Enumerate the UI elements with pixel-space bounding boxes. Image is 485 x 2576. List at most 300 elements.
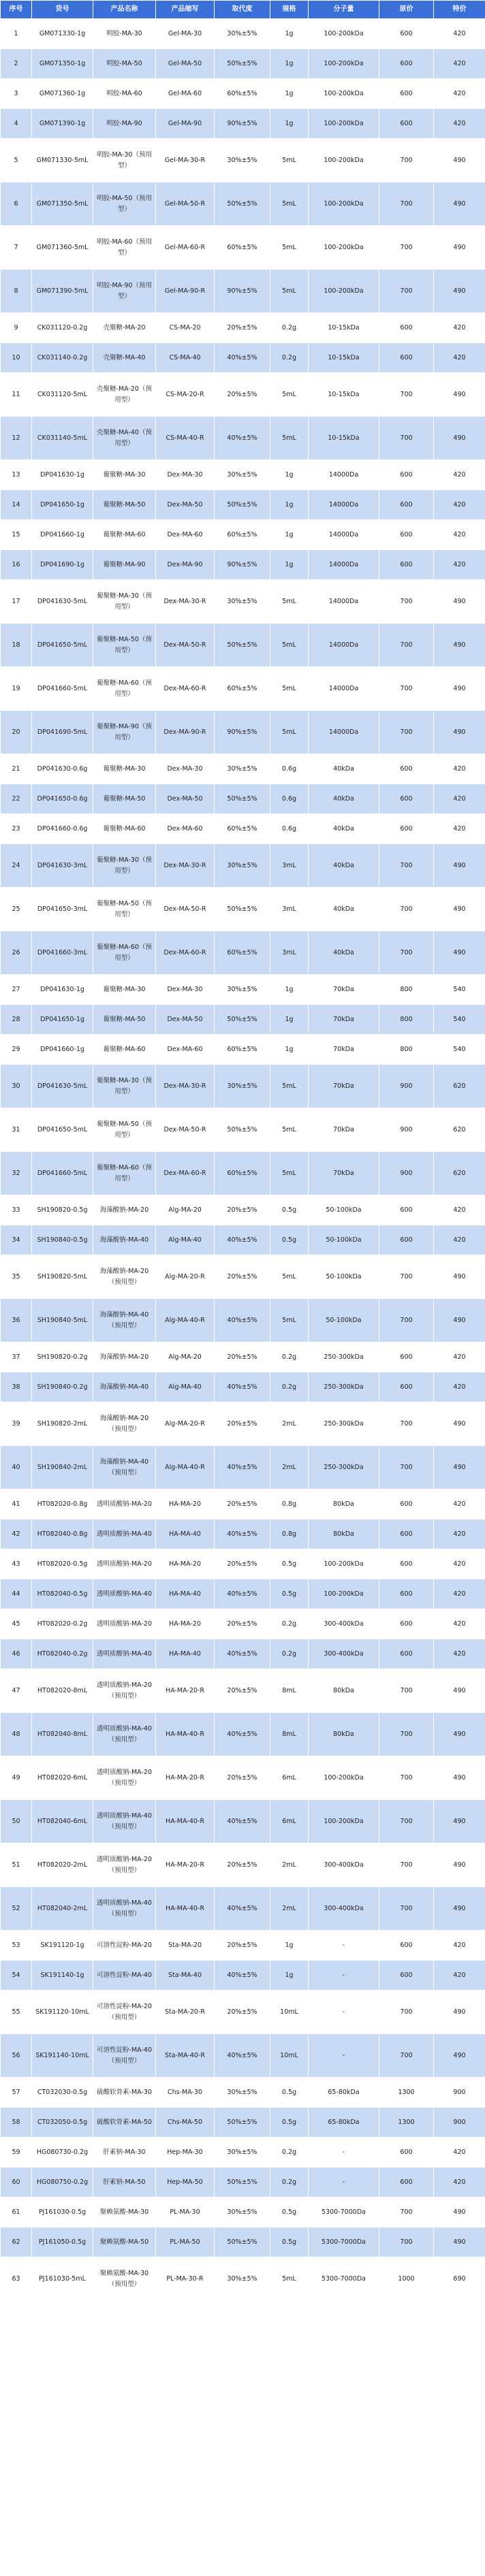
table-row — [1, 49, 485, 79]
cell-abbreviation: Dex-MA-60 — [156, 520, 215, 550]
cell-special-price: 620 — [434, 1065, 485, 1108]
cell-special-price: 420 — [434, 19, 485, 49]
cell-product-name: 葡聚糖-MA-60（预用型） — [93, 667, 156, 711]
cell-special-price: 420 — [434, 2138, 485, 2168]
table-row — [1, 975, 485, 1005]
cell-substitution: 60%±5% — [215, 1035, 270, 1065]
cell-spec: 1g — [270, 19, 309, 49]
cell-abbreviation: Sta-MA-20-R — [156, 1991, 215, 2034]
cell-product-name: 透明质酸钠-MA-20 — [93, 1609, 156, 1639]
cell-product-name: 透明质酸钠-MA-40 — [93, 1639, 156, 1669]
cell-index: 56 — [1, 2034, 32, 2078]
cell-product-name: 壳聚糖-MA-20（预用型） — [93, 373, 156, 417]
cell-substitution: 30%±5% — [215, 2197, 270, 2227]
cell-index: 59 — [1, 2138, 32, 2168]
table-row — [1, 2227, 485, 2257]
cell-substitution: 60%±5% — [215, 79, 270, 109]
cell-index: 34 — [1, 1225, 32, 1255]
cell-special-price: 420 — [434, 460, 485, 490]
cell-special-price: 540 — [434, 975, 485, 1005]
cell-product-name: 透明质酸钠-MA-40（预用型） — [93, 1800, 156, 1844]
cell-molecular-weight: 50-100kDa — [309, 1299, 379, 1342]
cell-molecular-weight: 40kDa — [309, 814, 379, 844]
cell-spec: 0.2g — [270, 1372, 309, 1402]
table-row — [1, 1931, 485, 1961]
table-row — [1, 1800, 485, 1844]
cell-product-name: 透明质酸钠-MA-20 — [93, 1490, 156, 1519]
cell-index: 8 — [1, 270, 32, 313]
cell-product-name: 海藻酸钠-MA-20（预用型） — [93, 1402, 156, 1446]
cell-product-name: 透明质酸钠-MA-40（预用型） — [93, 1713, 156, 1756]
cell-molecular-weight: 40kDa — [309, 784, 379, 814]
cell-special-price: 490 — [434, 1887, 485, 1931]
cell-sku: DP041650-5mL — [32, 624, 93, 667]
cell-special-price: 490 — [434, 2197, 485, 2227]
cell-molecular-weight: 100-200kDa — [309, 1756, 379, 1800]
table-row — [1, 226, 485, 270]
cell-substitution: 20%±5% — [215, 373, 270, 417]
cell-sku: SH190820-5mL — [32, 1255, 93, 1299]
cell-spec: 0.6g — [270, 784, 309, 814]
table-row — [1, 550, 485, 580]
cell-spec: 0.2g — [270, 1639, 309, 1669]
table-row — [1, 1519, 485, 1549]
cell-original-price: 600 — [379, 1342, 434, 1372]
cell-abbreviation: Dex-MA-30 — [156, 975, 215, 1005]
cell-product-name: 海藻酸钠-MA-20 — [93, 1195, 156, 1225]
cell-abbreviation: Gel-MA-90-R — [156, 270, 215, 313]
cell-abbreviation: Alg-MA-20 — [156, 1342, 215, 1372]
header-substitution: 取代度 — [215, 1, 270, 19]
cell-original-price: 600 — [379, 343, 434, 373]
cell-molecular-weight: 10-15kDa — [309, 313, 379, 343]
table-row — [1, 1255, 485, 1299]
cell-original-price: 600 — [379, 19, 434, 49]
cell-molecular-weight: 300-400kDa — [309, 1639, 379, 1669]
cell-substitution: 90%±5% — [215, 711, 270, 754]
header-abbreviation: 产品缩写 — [156, 1, 215, 19]
cell-spec: 1g — [270, 1005, 309, 1035]
cell-abbreviation: CS-MA-20-R — [156, 373, 215, 417]
cell-abbreviation: Dex-MA-30-R — [156, 580, 215, 624]
cell-product-name: 硫酸软骨素-MA-30 — [93, 2078, 156, 2108]
table-row — [1, 667, 485, 711]
cell-product-name: 葡聚糖-MA-30（预用型） — [93, 580, 156, 624]
cell-molecular-weight: - — [309, 2168, 379, 2197]
cell-sku: GM071390-5mL — [32, 270, 93, 313]
cell-molecular-weight: 70kDa — [309, 1152, 379, 1195]
cell-product-name: 壳聚糖-MA-40 — [93, 343, 156, 373]
cell-sku: SH190840-0.2g — [32, 1372, 93, 1402]
cell-product-name: 聚赖氨酸-MA-30 — [93, 2197, 156, 2227]
cell-product-name: 海藻酸钠-MA-20 — [93, 1342, 156, 1372]
cell-sku: DP041660-0.6g — [32, 814, 93, 844]
cell-molecular-weight: 10-15kDa — [309, 373, 379, 417]
cell-product-name: 葡聚糖-MA-50（预用型） — [93, 624, 156, 667]
cell-product-name: 透明质酸钠-MA-20（预用型） — [93, 1669, 156, 1713]
cell-spec: 1g — [270, 460, 309, 490]
cell-abbreviation: Dex-MA-50-R — [156, 624, 215, 667]
cell-sku: DP041630-5mL — [32, 580, 93, 624]
table-row — [1, 373, 485, 417]
cell-substitution: 30%±5% — [215, 1065, 270, 1108]
cell-substitution: 20%±5% — [215, 1195, 270, 1225]
table-row — [1, 2138, 485, 2168]
cell-product-name: 葡聚糖-MA-90 — [93, 550, 156, 580]
cell-index: 30 — [1, 1065, 32, 1108]
cell-molecular-weight: 14000Da — [309, 711, 379, 754]
table-row — [1, 1225, 485, 1255]
table-row — [1, 1005, 485, 1035]
cell-substitution: 90%±5% — [215, 550, 270, 580]
cell-abbreviation: Alg-MA-20-R — [156, 1402, 215, 1446]
cell-substitution: 40%±5% — [215, 1713, 270, 1756]
cell-substitution: 30%±5% — [215, 580, 270, 624]
cell-spec: 1g — [270, 520, 309, 550]
cell-special-price: 490 — [434, 373, 485, 417]
cell-index: 63 — [1, 2257, 32, 2301]
cell-original-price: 600 — [379, 1961, 434, 1991]
table-row — [1, 1579, 485, 1609]
cell-index: 52 — [1, 1887, 32, 1931]
cell-abbreviation: HA-MA-20 — [156, 1490, 215, 1519]
cell-spec: 6mL — [270, 1756, 309, 1800]
cell-special-price: 490 — [434, 417, 485, 460]
table-row — [1, 1035, 485, 1065]
cell-special-price: 540 — [434, 1005, 485, 1035]
cell-index: 19 — [1, 667, 32, 711]
cell-sku: PJ161030-0.5g — [32, 2197, 93, 2227]
cell-product-name: 可溶性淀粉-MA-20（预用型） — [93, 1991, 156, 2034]
cell-molecular-weight: 80kDa — [309, 1490, 379, 1519]
cell-sku: SH190820-0.5g — [32, 1195, 93, 1225]
cell-molecular-weight: 80kDa — [309, 1519, 379, 1549]
cell-substitution: 40%±5% — [215, 1519, 270, 1549]
cell-abbreviation: Dex-MA-30-R — [156, 844, 215, 888]
cell-special-price: 900 — [434, 2078, 485, 2108]
table-row — [1, 1887, 485, 1931]
cell-product-name: 明胶-MA-60 — [93, 79, 156, 109]
cell-special-price: 420 — [434, 1579, 485, 1609]
table-row — [1, 1342, 485, 1372]
cell-sku: HT082020-2mL — [32, 1844, 93, 1887]
cell-product-name: 葡聚糖-MA-30 — [93, 460, 156, 490]
cell-product-name: 葡聚糖-MA-60（预用型） — [93, 1152, 156, 1195]
cell-sku: HT082040-0.2g — [32, 1639, 93, 1669]
cell-abbreviation: HA-MA-40 — [156, 1639, 215, 1669]
cell-index: 49 — [1, 1756, 32, 1800]
cell-sku: DP041690-5mL — [32, 711, 93, 754]
cell-original-price: 700 — [379, 1887, 434, 1931]
header-index: 序号 — [1, 1, 32, 19]
cell-index: 22 — [1, 784, 32, 814]
cell-molecular-weight: 14000Da — [309, 550, 379, 580]
cell-spec: 0.2g — [270, 2138, 309, 2168]
cell-spec: 0.5g — [270, 1549, 309, 1579]
cell-index: 41 — [1, 1490, 32, 1519]
cell-original-price: 600 — [379, 1490, 434, 1519]
cell-sku: HG080730-0.2g — [32, 2138, 93, 2168]
cell-substitution: 20%±5% — [215, 1991, 270, 2034]
cell-molecular-weight: - — [309, 1991, 379, 2034]
cell-special-price: 420 — [434, 1225, 485, 1255]
cell-substitution: 40%±5% — [215, 2034, 270, 2078]
cell-special-price: 620 — [434, 1108, 485, 1152]
cell-sku: DP041630-0.6g — [32, 754, 93, 784]
cell-product-name: 透明质酸钠-MA-40 — [93, 1519, 156, 1549]
cell-abbreviation: HA-MA-40 — [156, 1519, 215, 1549]
cell-sku: GM071360-1g — [32, 79, 93, 109]
cell-substitution: 30%±5% — [215, 19, 270, 49]
cell-abbreviation: Dex-MA-50-R — [156, 888, 215, 931]
table-row — [1, 1402, 485, 1446]
cell-special-price: 490 — [434, 1800, 485, 1844]
cell-molecular-weight: 100-200kDa — [309, 109, 379, 139]
table-row — [1, 1961, 485, 1991]
cell-spec: 5mL — [270, 667, 309, 711]
cell-sku: DP041660-1g — [32, 1035, 93, 1065]
cell-substitution: 20%±5% — [215, 1402, 270, 1446]
table-row — [1, 1299, 485, 1342]
cell-molecular-weight: 40kDa — [309, 888, 379, 931]
cell-abbreviation: PL-MA-30 — [156, 2197, 215, 2227]
cell-special-price: 490 — [434, 2227, 485, 2257]
cell-sku: PJ161030-5mL — [32, 2257, 93, 2301]
cell-original-price: 600 — [379, 1931, 434, 1961]
table-row — [1, 931, 485, 975]
cell-index: 25 — [1, 888, 32, 931]
cell-abbreviation: Dex-MA-30 — [156, 460, 215, 490]
cell-special-price: 420 — [434, 784, 485, 814]
cell-sku: SH190820-2mL — [32, 1402, 93, 1446]
cell-sku: HT082040-8mL — [32, 1713, 93, 1756]
cell-special-price: 490 — [434, 270, 485, 313]
cell-index: 55 — [1, 1991, 32, 2034]
table-row — [1, 844, 485, 888]
cell-spec: 0.6g — [270, 754, 309, 784]
cell-abbreviation: Dex-MA-50 — [156, 1005, 215, 1035]
cell-molecular-weight: 100-200kDa — [309, 1579, 379, 1609]
cell-original-price: 600 — [379, 2138, 434, 2168]
cell-index: 1 — [1, 19, 32, 49]
cell-abbreviation: Gel-MA-50-R — [156, 182, 215, 226]
cell-index: 42 — [1, 1519, 32, 1549]
cell-index: 3 — [1, 79, 32, 109]
cell-spec: 5mL — [270, 1108, 309, 1152]
cell-abbreviation: Sta-MA-40 — [156, 1961, 215, 1991]
cell-original-price: 1300 — [379, 2108, 434, 2138]
table-row — [1, 182, 485, 226]
cell-index: 7 — [1, 226, 32, 270]
cell-product-name: 葡聚糖-MA-30 — [93, 975, 156, 1005]
cell-product-name: 透明质酸钠-MA-20 — [93, 1549, 156, 1579]
cell-index: 5 — [1, 139, 32, 182]
cell-spec: 0.5g — [270, 2227, 309, 2257]
cell-abbreviation: Dex-MA-30-R — [156, 1065, 215, 1108]
cell-abbreviation: Alg-MA-40-R — [156, 1299, 215, 1342]
cell-special-price: 420 — [434, 1549, 485, 1579]
cell-molecular-weight: 70kDa — [309, 1108, 379, 1152]
cell-special-price: 420 — [434, 1490, 485, 1519]
cell-special-price: 420 — [434, 1639, 485, 1669]
cell-index: 37 — [1, 1342, 32, 1372]
cell-spec: 5mL — [270, 1299, 309, 1342]
cell-molecular-weight: 100-200kDa — [309, 1800, 379, 1844]
cell-molecular-weight: 100-200kDa — [309, 19, 379, 49]
cell-molecular-weight: 100-200kDa — [309, 1549, 379, 1579]
cell-sku: PJ161050-0.5g — [32, 2227, 93, 2257]
cell-substitution: 60%±5% — [215, 1152, 270, 1195]
cell-index: 44 — [1, 1579, 32, 1609]
cell-original-price: 700 — [379, 139, 434, 182]
cell-index: 54 — [1, 1961, 32, 1991]
cell-molecular-weight: 70kDa — [309, 1005, 379, 1035]
cell-abbreviation: Alg-MA-40-R — [156, 1446, 215, 1490]
cell-substitution: 40%±5% — [215, 1299, 270, 1342]
cell-substitution: 40%±5% — [215, 417, 270, 460]
cell-sku: CK031120-0.2g — [32, 313, 93, 343]
cell-original-price: 600 — [379, 520, 434, 550]
cell-spec: 0.2g — [270, 1609, 309, 1639]
cell-abbreviation: Sta-MA-40-R — [156, 2034, 215, 2078]
header-original-price: 原价 — [379, 1, 434, 19]
cell-product-name: 可溶性淀粉-MA-40 — [93, 1961, 156, 1991]
cell-abbreviation: PL-MA-30-R — [156, 2257, 215, 2301]
header-sku: 货号 — [32, 1, 93, 19]
cell-index: 23 — [1, 814, 32, 844]
cell-special-price: 490 — [434, 1402, 485, 1446]
cell-special-price: 420 — [434, 754, 485, 784]
cell-substitution: 30%±5% — [215, 754, 270, 784]
cell-original-price: 700 — [379, 931, 434, 975]
cell-abbreviation: Gel-MA-30-R — [156, 139, 215, 182]
cell-original-price: 700 — [379, 1402, 434, 1446]
cell-sku: DP041660-5mL — [32, 667, 93, 711]
cell-sku: HT082040-0.5g — [32, 1579, 93, 1609]
cell-spec: 3mL — [270, 931, 309, 975]
cell-original-price: 700 — [379, 1800, 434, 1844]
cell-special-price: 490 — [434, 1255, 485, 1299]
table-row — [1, 139, 485, 182]
cell-molecular-weight: 100-200kDa — [309, 79, 379, 109]
cell-substitution: 90%±5% — [215, 109, 270, 139]
cell-sku: SK191120-1g — [32, 1931, 93, 1961]
cell-product-name: 聚赖氨酸-MA-50 — [93, 2227, 156, 2257]
header-spec: 规格 — [270, 1, 309, 19]
cell-substitution: 40%±5% — [215, 1446, 270, 1490]
cell-abbreviation: Dex-MA-60 — [156, 1035, 215, 1065]
cell-index: 15 — [1, 520, 32, 550]
cell-sku: DP041650-3mL — [32, 888, 93, 931]
cell-molecular-weight: 70kDa — [309, 1035, 379, 1065]
cell-sku: GM071330-5mL — [32, 139, 93, 182]
cell-substitution: 60%±5% — [215, 814, 270, 844]
cell-abbreviation: Hep-MA-50 — [156, 2168, 215, 2197]
cell-special-price: 420 — [434, 49, 485, 79]
table-row — [1, 417, 485, 460]
cell-sku: HG080750-0.2g — [32, 2168, 93, 2197]
cell-original-price: 700 — [379, 888, 434, 931]
cell-spec: 0.2g — [270, 343, 309, 373]
cell-molecular-weight: - — [309, 1961, 379, 1991]
cell-original-price: 600 — [379, 550, 434, 580]
cell-substitution: 30%±5% — [215, 460, 270, 490]
cell-substitution: 20%±5% — [215, 1931, 270, 1961]
cell-special-price: 490 — [434, 711, 485, 754]
table-row — [1, 1756, 485, 1800]
cell-original-price: 700 — [379, 1991, 434, 2034]
cell-molecular-weight: 300-400kDa — [309, 1609, 379, 1639]
header-row — [1, 1, 485, 19]
cell-abbreviation: Dex-MA-50-R — [156, 1108, 215, 1152]
cell-spec: 5mL — [270, 1255, 309, 1299]
cell-index: 16 — [1, 550, 32, 580]
cell-substitution: 20%±5% — [215, 1609, 270, 1639]
cell-spec: 2mL — [270, 1446, 309, 1490]
cell-special-price: 420 — [434, 550, 485, 580]
cell-product-name: 葡聚糖-MA-50 — [93, 1005, 156, 1035]
cell-molecular-weight: 14000Da — [309, 624, 379, 667]
table-row — [1, 313, 485, 343]
cell-index: 35 — [1, 1255, 32, 1299]
header-molecular-weight: 分子量 — [309, 1, 379, 19]
cell-original-price: 700 — [379, 2227, 434, 2257]
cell-index: 62 — [1, 2227, 32, 2257]
cell-original-price: 800 — [379, 975, 434, 1005]
cell-molecular-weight: 50-100kDa — [309, 1255, 379, 1299]
cell-substitution: 20%±5% — [215, 1844, 270, 1887]
cell-spec: 0.5g — [270, 2197, 309, 2227]
cell-index: 2 — [1, 49, 32, 79]
cell-spec: 1g — [270, 490, 309, 520]
cell-sku: CT032030-0.5g — [32, 2078, 93, 2108]
cell-original-price: 600 — [379, 109, 434, 139]
cell-sku: HT082020-0.2g — [32, 1609, 93, 1639]
cell-sku: HT082040-0.8g — [32, 1519, 93, 1549]
cell-special-price: 420 — [434, 1372, 485, 1402]
cell-original-price: 800 — [379, 1005, 434, 1035]
cell-spec: 0.5g — [270, 1195, 309, 1225]
cell-molecular-weight: 250-300kDa — [309, 1446, 379, 1490]
cell-original-price: 600 — [379, 79, 434, 109]
cell-abbreviation: Gel-MA-30 — [156, 19, 215, 49]
cell-product-name: 明胶-MA-30（预用型） — [93, 139, 156, 182]
cell-molecular-weight: 40kDa — [309, 844, 379, 888]
cell-special-price: 490 — [434, 844, 485, 888]
cell-spec: 5mL — [270, 1065, 309, 1108]
cell-product-name: 明胶-MA-50 — [93, 49, 156, 79]
cell-product-name: 透明质酸钠-MA-20（预用型） — [93, 1844, 156, 1887]
cell-index: 45 — [1, 1609, 32, 1639]
cell-index: 36 — [1, 1299, 32, 1342]
table-row — [1, 580, 485, 624]
cell-spec: 5mL — [270, 417, 309, 460]
cell-spec: 3mL — [270, 844, 309, 888]
cell-substitution: 20%±5% — [215, 1549, 270, 1579]
cell-original-price: 700 — [379, 417, 434, 460]
cell-index: 12 — [1, 417, 32, 460]
cell-sku: GM071390-1g — [32, 109, 93, 139]
cell-original-price: 600 — [379, 313, 434, 343]
cell-substitution: 60%±5% — [215, 931, 270, 975]
cell-sku: DP041660-5mL — [32, 1152, 93, 1195]
cell-molecular-weight: 80kDa — [309, 1713, 379, 1756]
cell-sku: CK031140-0.2g — [32, 343, 93, 373]
cell-abbreviation: Dex-MA-30 — [156, 754, 215, 784]
cell-spec: 5mL — [270, 373, 309, 417]
cell-special-price: 490 — [434, 624, 485, 667]
cell-molecular-weight: 5300-7000Da — [309, 2257, 379, 2301]
